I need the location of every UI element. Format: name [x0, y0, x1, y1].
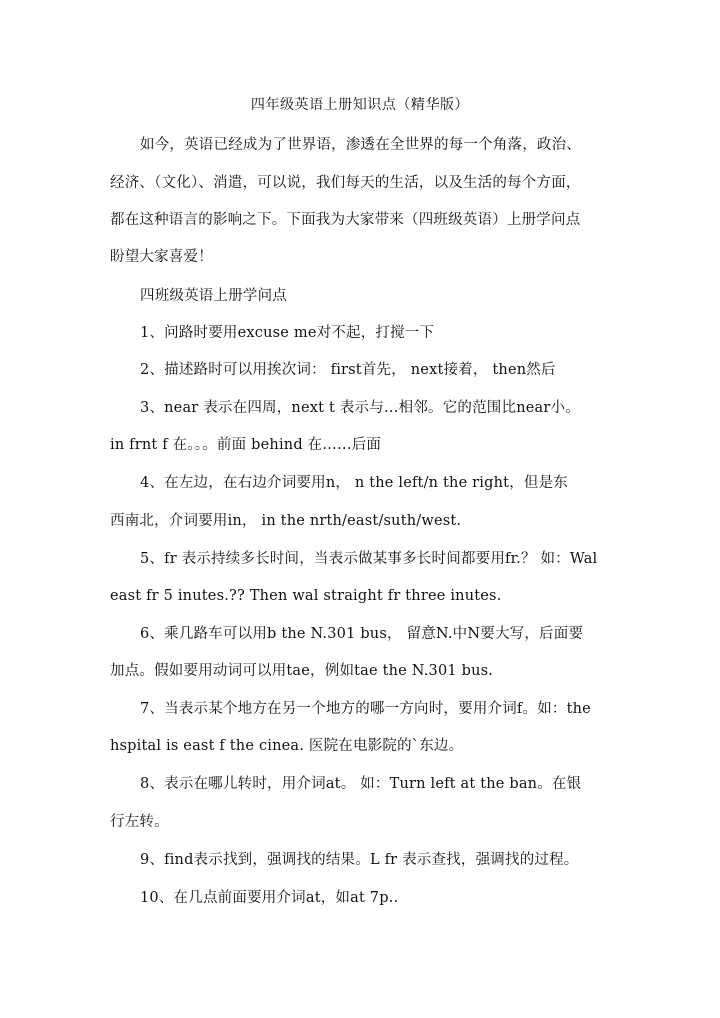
intro-line: 盼望大家喜爱！ — [110, 249, 213, 265]
knowledge-item: 7、当表示某个地方在另一个地方的哪一方向时，要用介词f。如：the — [140, 701, 591, 717]
knowledge-item-continued: hspital is east f the cinea. 医院在电影院的`东边。 — [110, 738, 464, 754]
knowledge-item: 10、在几点前面要用介词at，如at 7p.. — [140, 890, 399, 906]
knowledge-item: 8、表示在哪儿转时，用介词at。 如：Turn left at the ban。在银 — [140, 776, 582, 792]
intro-line: 经济、（文化）、消遣，可以说，我们每天的生活，以及生活的每个方面， — [110, 175, 581, 191]
knowledge-item: 3、near 表示在四周，next t 表示与…相邻。它的范围比near小。 — [140, 400, 580, 416]
knowledge-item: 4、在左边，在右边介词要用n， n the left/n the right，但是东 — [140, 475, 568, 491]
knowledge-item: 2、描述路时可以用挨次词： first首先， next接着， then然后 — [140, 362, 556, 378]
knowledge-item: 6、乘几路车可以用b the N.301 bus， 留意N.中N要大写，后面要 — [140, 626, 584, 642]
knowledge-item-continued: 西南北，介词要用in， in the nrth/east/suth/west. — [110, 513, 462, 529]
knowledge-item-continued: east fr 5 inutes.?? Then wal straight fr three inutes. — [110, 588, 502, 604]
knowledge-item: 9、find表示找到，强调找的结果。L fr 表示查找，强调找的过程。 — [140, 852, 579, 868]
knowledge-item: 5、fr 表示持续多长时间，当表示做某事多长时间都要用fr.？ 如：Wal — [140, 551, 598, 567]
knowledge-item-continued: 加点。假如要用动词可以用tae，例如tae the N.301 bus. — [110, 663, 494, 679]
document-title: 四年级英语上册知识点（精华版） — [250, 97, 470, 113]
intro-line: 如今，英语已经成为了世界语，渗透在全世界的每一个角落，政治、 — [140, 137, 581, 153]
knowledge-item: 1、问路时要用excuse me对不起，打搅一下 — [140, 325, 435, 341]
section-heading: 四班级英语上册学问点 — [140, 288, 287, 304]
knowledge-item-continued: 行左转。 — [110, 814, 169, 830]
knowledge-item-continued: in frnt f 在。。。前面 behind 在……后面 — [110, 437, 382, 453]
intro-line: 都在这种语言的影响之下。下面我为大家带来（四班级英语）上册学问点 — [110, 212, 581, 228]
